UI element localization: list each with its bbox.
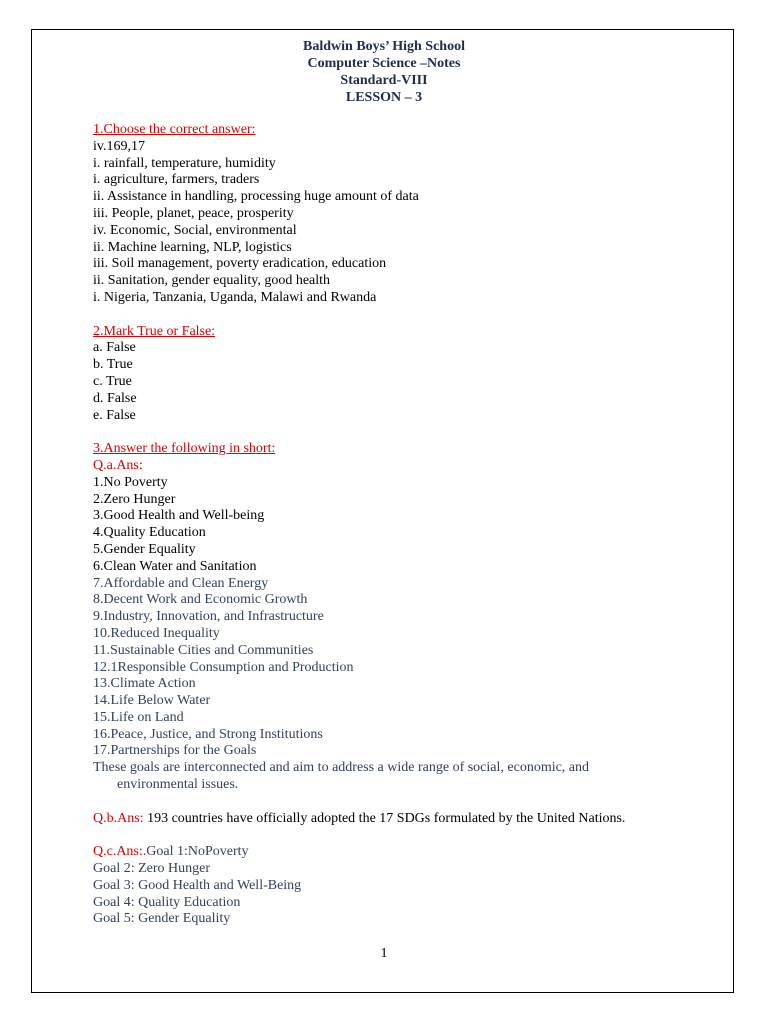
goal-item: 11.Sustainable Cities and Communities <box>93 642 314 658</box>
goal-item: 5.Gender Equality <box>93 541 196 557</box>
answer-item: e. False <box>93 407 136 423</box>
subject-title: Computer Science –Notes <box>307 56 461 71</box>
sdg-list <box>93 475 653 761</box>
section3-heading: 3.Answer the following in short: <box>93 441 276 457</box>
goal-item: 16.Peace, Justice, and Strong Institutions <box>93 726 323 742</box>
goal-item: 2.Zero Hunger <box>93 491 176 507</box>
goal-item: 3.Good Health and Well-being <box>93 508 265 524</box>
goal-item: 1.No Poverty <box>93 474 168 490</box>
goal-item: 17.Partnerships for the Goals <box>93 743 257 759</box>
answer-item: iv. Economic, Social, environmental <box>93 222 297 238</box>
answer-item: i. rainfall, temperature, humidity <box>93 155 276 171</box>
answer-item: b. True <box>93 357 133 373</box>
qb-answer <box>93 811 653 828</box>
goal-item: Goal 4: Quality Education <box>93 894 241 910</box>
answer-item: a. False <box>93 340 136 356</box>
lesson-label: LESSON – 3 <box>345 90 423 105</box>
document-body <box>93 122 653 928</box>
goal-item: Goal 3: Good Health and Well-Being <box>93 877 302 893</box>
qa-label: Q.a.Ans: <box>93 457 143 473</box>
section2-heading: 2.Mark True or False: <box>93 323 216 339</box>
standard-label: Standard-VIII <box>340 73 428 88</box>
answer-item: ii. Assistance in handling, processing huge amount of data <box>93 189 419 205</box>
goal-item: 13.Climate Action <box>93 676 196 692</box>
answer-item: iii. Soil management, poverty eradication, education <box>93 256 387 272</box>
goal-item: 7.Affordable and Clean Energy <box>93 575 269 591</box>
goal-item: 12.1Responsible Consumption and Production <box>93 659 354 675</box>
goal-item: 15.Life on Land <box>93 709 184 725</box>
qb-text: 193 countries have officially adopted the 17 SDGs formulated by the United Nations. <box>143 810 626 826</box>
answer-item: ii. Machine learning, NLP, logistics <box>93 239 292 255</box>
answer-item: iii. People, planet, peace, prosperity <box>93 205 294 221</box>
goal-item: 10.Reduced Inequality <box>93 625 220 641</box>
answer-item: ii. Sanitation, gender equality, good health <box>93 273 331 289</box>
school-name: Baldwin Boys’ High School <box>303 39 465 54</box>
goal-item: Goal 2: Zero Hunger <box>93 861 211 877</box>
section1-heading: 1.Choose the correct answer: <box>93 122 256 137</box>
document-header <box>0 38 768 106</box>
qa-summary: These goals are interconnected and aim to address a wide range of social, economic, and environmental issues. <box>93 760 590 793</box>
goal-item: 4.Quality Education <box>93 525 206 541</box>
goal-item: 6.Clean Water and Sanitation <box>93 558 257 574</box>
answer-item: c. True <box>93 373 132 389</box>
qc-label: Q.c.Ans:. <box>93 844 147 860</box>
goal-item: 9.Industry, Innovation, and Infrastructure <box>93 609 324 625</box>
goal-item: 14.Life Below Water <box>93 693 211 709</box>
qc-first-goal: Goal 1:NoPoverty <box>146 844 249 860</box>
answer-item: d. False <box>93 390 137 406</box>
goal-item: Goal 5: Gender Equality <box>93 911 231 927</box>
answer-item: i. agriculture, farmers, traders <box>93 172 260 188</box>
answer-item: i. Nigeria, Tanzania, Uganda, Malawi and Rwanda <box>93 289 377 305</box>
section1-answers <box>93 139 653 307</box>
section2-answers <box>93 340 653 424</box>
goal-item: 8.Decent Work and Economic Growth <box>93 592 308 608</box>
qb-label: Q.b.Ans: <box>93 810 144 826</box>
qc-answer <box>93 844 653 861</box>
page-number: 1 <box>380 946 388 961</box>
answer-item: iv.169,17 <box>93 138 145 154</box>
